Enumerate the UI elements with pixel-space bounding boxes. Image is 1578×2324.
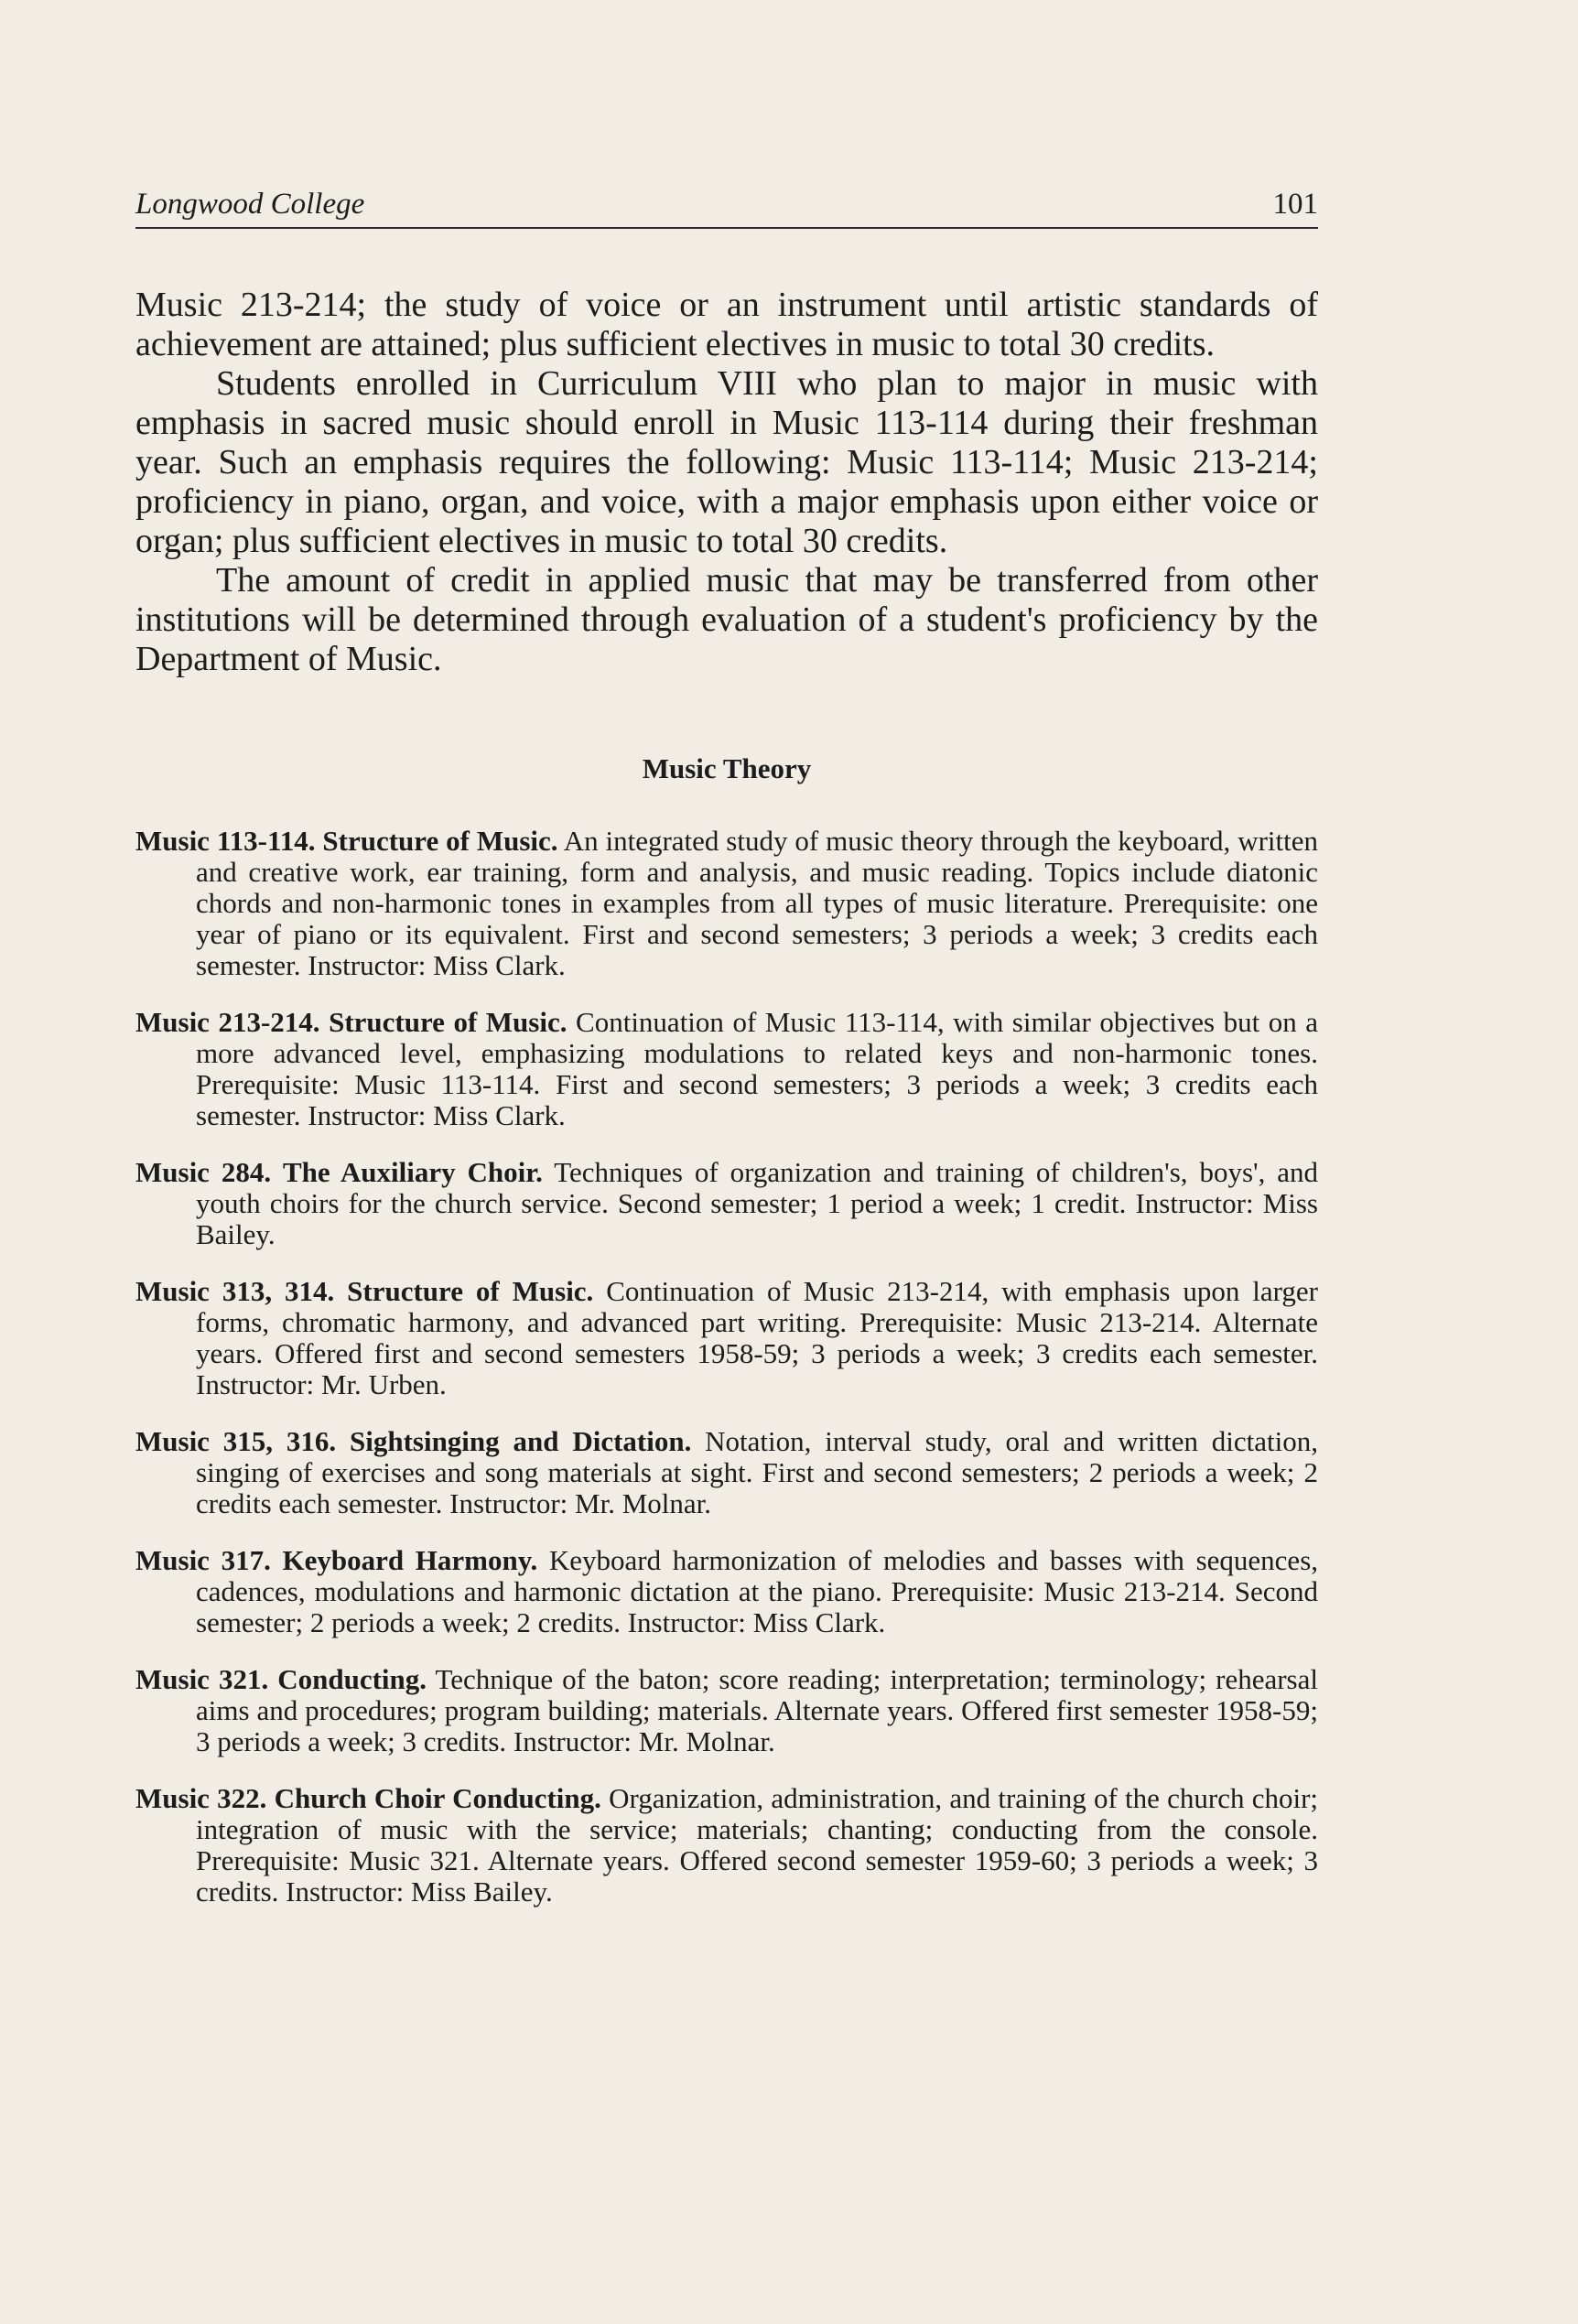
course-code: Music 321.	[135, 1663, 269, 1695]
course-code: Music 284.	[135, 1156, 272, 1188]
intro-text	[135, 286, 1318, 679]
course-code: Music 313, 314.	[135, 1275, 335, 1307]
intro-paragraph: Music 213-214; the study of voice or an instrument until artistic standards of achievement are attained; plus sufficient electives in music to total 30 credits.	[135, 286, 1318, 363]
course-code: Music 322.	[135, 1782, 267, 1814]
course-title: Structure of Music.	[329, 1006, 567, 1038]
course-description: Techniques of organization and training of children's, boys', and youth choirs for the church service. Second semester; 1 period a week; 1 credit. Instructor: Miss Bailey.	[196, 1156, 1318, 1250]
course-code: Music 113-114.	[135, 825, 316, 857]
course-entry	[135, 1664, 1318, 1757]
course-entry	[135, 826, 1318, 981]
course-entry	[135, 1545, 1318, 1638]
course-entry	[135, 1426, 1318, 1519]
course-list	[135, 826, 1318, 1908]
course-description: Notation, interval study, oral and written dictation, singing of exercises and song materials at sight. First and second semesters; 2 periods a week; 2 credits each semester. Instructor: Mr. Molnar.	[196, 1425, 1319, 1519]
course-description: An integrated study of music theory through the keyboard, written and creative work, ear training, form and analysis, and music reading. Topics include diatonic chords and non-harmonic tones in examples from all types of music literature. Prerequisite: one year of piano or its equivalent. First and second semesters; 3 periods a week; 3 credits each semester. Instructor: Miss Clark.	[196, 825, 1318, 981]
intro-paragraph: Students enrolled in Curriculum VIII who plan to major in music with emphasis in sacred music should enroll in Music 113-114 during their freshman year. Such an emphasis requires the following: Music 113-114; Music 213-214; proficiency in piano, organ, and voice, with a major emphasis upon either voice or organ; plus sufficient electives in music to total 30 credits.	[135, 364, 1318, 560]
course-code: Music 213-214.	[135, 1006, 320, 1038]
course-description: Continuation of Music 113-114, with similar objectives but on a more advanced level, emphasizing modulations to related keys and non-harmonic tones. Prerequisite: Music 113-114. First and second semesters; 3 periods a week; 3 credits each semester. Instructor: Miss Clark.	[196, 1006, 1319, 1131]
catalog-page	[135, 188, 1318, 1933]
course-entry	[135, 1276, 1318, 1400]
course-code: Music 315, 316.	[135, 1425, 337, 1457]
running-title: Longwood College	[135, 188, 365, 221]
course-title: Conducting.	[277, 1663, 427, 1695]
course-description: Technique of the baton; score reading; interpretation; terminology; rehearsal aims and procedures; program building; materials. Alternate years. Offered first semester 1958-59; 3 periods a week; 3 credits. Instructor: Mr. Molnar.	[196, 1663, 1318, 1757]
course-entry	[135, 1157, 1318, 1250]
course-title: Keyboard Harmony.	[282, 1544, 538, 1576]
page-number: 101	[1272, 188, 1318, 221]
running-header	[135, 188, 1318, 229]
course-title: Sightsinging and Dictation.	[349, 1425, 692, 1457]
course-code: Music 317.	[135, 1544, 271, 1576]
course-entry	[135, 1007, 1318, 1131]
course-title: Structure of Music.	[322, 825, 558, 857]
course-entry	[135, 1783, 1318, 1908]
course-title: Structure of Music.	[347, 1275, 594, 1307]
intro-paragraph: The amount of credit in applied music that may be transferred from other institutions will be determined through evaluation of a student's proficiency by the Department of Music.	[135, 561, 1318, 678]
section-heading: Music Theory	[642, 752, 812, 784]
course-description: Organization, administration, and training of the church choir; integration of music with the service; materials; chanting; conducting from the console. Prerequisite: Music 321. Alternate years. Offered second semester 1959-60; 3 periods a week; 3 credits. Instructor: Miss Bailey.	[196, 1782, 1318, 1908]
course-description: Keyboard harmonization of melodies and basses with sequences, cadences, modulations and harmonic dictation at the piano. Prerequisite: Music 213-214. Second semester; 2 periods a week; 2 credits. Instructor: Miss Clark.	[196, 1544, 1319, 1638]
course-title: Church Choir Conducting.	[274, 1782, 601, 1814]
course-title: The Auxiliary Choir.	[283, 1156, 543, 1188]
course-description: Continuation of Music 213-214, with emphasis upon larger forms, chromatic harmony, and advanced part writing. Prerequisite: Music 213-214. Alternate years. Offered first and second semesters 1958-59; 3 periods a week; 3 credits each semester. Instructor: Mr. Urben.	[196, 1275, 1319, 1400]
